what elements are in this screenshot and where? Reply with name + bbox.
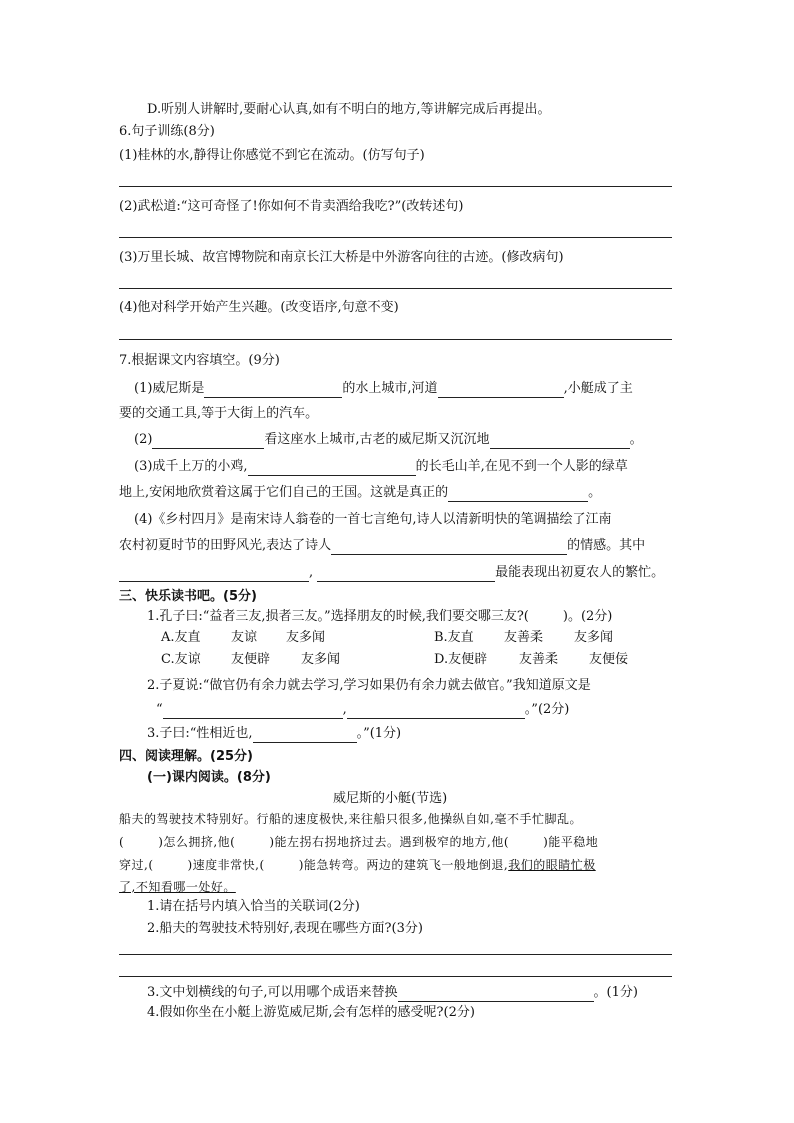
question7-line-1 <box>134 380 633 398</box>
question6-item-3: (3)万里长城、故宫博物院和南京长江大桥是中外游客向往的古迹。(修改病句) <box>119 250 564 265</box>
question6-item-2: (2)武松道:“这可奇怪了!你如何不肯卖酒给我吃?”(改转述句) <box>119 199 464 214</box>
fill-blank[interactable] <box>163 704 343 719</box>
option-b <box>434 629 613 647</box>
question7-line-4: (4)《乡村四月》是南宋诗人翁卷的一首七言绝句,诗人以清新明快的笔调描绘了江南 <box>134 512 612 527</box>
fill-blank[interactable] <box>253 728 357 743</box>
text-segment: 最能表现出初夏农人的繁忙。 <box>495 565 665 580</box>
text-segment: 3.文中划横线的句子,可以用哪个成语来替换 <box>147 985 398 1000</box>
text-segment: )能左拐右拐地挤过去。遇到极窄的地方,他( <box>269 835 510 849</box>
text-segment: 。(1分) <box>593 985 638 1000</box>
text-segment: )能平稳地 <box>543 835 599 849</box>
option-text: 友善柔 <box>504 630 544 645</box>
text-segment: ( <box>119 835 125 849</box>
reading-question-1: 1.请在括号内填入恰当的关联词(2分) <box>147 899 360 914</box>
text-segment: 农村初夏时节的田野风光,表达了诗人 <box>119 538 332 553</box>
question5-option-d: D.听别人讲解时,要耐心认真,如有不明白的地方,等讲解完成后再提出。 <box>147 102 551 117</box>
text-segment: 的水上城市,河道 <box>342 381 438 396</box>
option-d <box>434 651 628 669</box>
answer-line[interactable] <box>119 237 672 238</box>
question7-line-1-cont: 要的交通工具,等于大街上的汽车。 <box>119 406 319 421</box>
text-segment: )怎么拥挤,他( <box>158 835 236 849</box>
section3-title: 三、快乐读书吧。(5分) <box>119 589 257 604</box>
option-c <box>161 651 340 669</box>
text-segment: 。”(1分) <box>356 726 402 741</box>
answer-line[interactable] <box>119 976 672 977</box>
text-segment: (2) <box>134 432 153 447</box>
text-segment: 的长毛山羊,在见不到一个人影的绿草 <box>415 459 628 474</box>
reading-question-4: 4.假如你坐在小艇上游览威尼斯,会有怎样的感受呢?(2分) <box>147 1005 475 1020</box>
question7-line-3 <box>134 458 628 476</box>
text-segment: )。(2分) <box>562 609 613 624</box>
text-segment: 。”(2分) <box>524 702 570 717</box>
fill-blank[interactable] <box>152 434 264 449</box>
option-text: 友多闻 <box>286 630 326 645</box>
text-segment: “ <box>156 702 163 717</box>
option-text: 友多闻 <box>574 630 614 645</box>
text-segment: (1)威尼斯是 <box>134 381 205 396</box>
fill-blank[interactable] <box>438 383 564 398</box>
option-a <box>161 629 325 647</box>
text-segment: (3)成千上万的小鸡, <box>134 459 248 474</box>
question6-item-4: (4)他对科学开始产生兴趣。(改变语序,句意不变) <box>119 300 399 315</box>
fill-blank[interactable] <box>347 704 525 719</box>
text-segment: 地上,安闲地欣赏着这属于它们自己的王国。这就是真正的 <box>119 485 449 500</box>
text-segment: 3.子曰:“性相近也, <box>147 726 253 741</box>
question7-line-4-cont <box>119 537 645 555</box>
reading-question-2: 2.船夫的驾驶技术特别好,表现在哪些方面?(3分) <box>147 921 423 936</box>
text-segment: )能急转弯。两边的建筑飞一般地倒退, <box>298 858 509 872</box>
underlined-sentence: 我们的眼睛忙极 <box>508 858 596 872</box>
answer-line[interactable] <box>119 954 672 955</box>
fill-blank[interactable] <box>248 461 416 476</box>
fill-blank[interactable] <box>490 434 630 449</box>
section3-question-3 <box>147 725 401 743</box>
fill-blank[interactable] <box>398 987 594 1002</box>
text-segment: 的情感。其中 <box>567 538 646 553</box>
text-segment: )速度非常快,( <box>187 858 265 872</box>
option-text: 友善柔 <box>519 652 559 667</box>
fill-blank[interactable] <box>204 383 342 398</box>
option-text: 友便辟 <box>231 652 271 667</box>
text-segment: 。 <box>629 432 643 447</box>
question6-title: 6.句子训练(8分) <box>119 124 215 139</box>
fill-blank[interactable] <box>448 487 588 502</box>
question6-item-1: (1)桂林的水,静得让你感觉不到它在流动。(仿写句子) <box>119 148 425 163</box>
answer-line[interactable] <box>119 186 672 187</box>
section4-title: 四、阅读理解。(25分) <box>119 749 253 764</box>
section4-subtitle: (一)课内阅读。(8分) <box>147 770 271 785</box>
text-segment: 。 <box>588 485 602 500</box>
fill-blank[interactable] <box>119 567 309 582</box>
answer-line[interactable] <box>119 288 672 289</box>
passage-line-1: 船夫的驾驶技术特别好。行船的速度极快,来往船只很多,他操纵自如,毫不手忙脚乱。 <box>119 812 582 826</box>
option-text: 友便佞 <box>589 652 629 667</box>
reading-question-3 <box>147 984 638 1002</box>
text-segment: 穿过,( <box>119 858 154 872</box>
fill-blank[interactable] <box>317 567 495 582</box>
option-text: B.友直 <box>434 630 474 645</box>
section3-question-1 <box>147 608 612 626</box>
section3-question-2-blanks <box>156 701 569 719</box>
fill-blank[interactable] <box>331 540 567 555</box>
question7-line-2 <box>134 431 643 449</box>
underlined-sentence-end: 了,不知看哪一处好。 <box>119 880 236 894</box>
passage-line-2 <box>119 833 598 851</box>
option-text: 友多闻 <box>301 652 341 667</box>
question7-line-3-cont <box>119 484 601 502</box>
text-segment: , <box>309 565 314 580</box>
passage-line-3 <box>119 856 596 874</box>
text-segment: , <box>342 702 347 717</box>
option-text: D.友便辟 <box>434 652 488 667</box>
text-segment: ,小艇成了主 <box>563 381 633 396</box>
text-segment: 1.孔子曰:“益者三友,损者三友。”选择朋友的时候,我们要交哪三友?( <box>147 609 529 624</box>
option-text: C.友谅 <box>161 652 201 667</box>
question7-line-4-end <box>119 564 664 582</box>
passage-title: 威尼斯的小艇(节选) <box>333 791 448 806</box>
text-segment: 看这座水上城市,古老的威尼斯又沉沉地 <box>264 432 490 447</box>
answer-line[interactable] <box>119 339 672 340</box>
option-text: A.友直 <box>161 630 201 645</box>
section3-question-2: 2.子夏说:“做官仍有余力就去学习,学习如果仍有余力就去做官。”我知道原文是 <box>147 678 591 693</box>
option-text: 友谅 <box>231 630 258 645</box>
question7-title: 7.根据课文内容填空。(9分) <box>119 353 280 368</box>
